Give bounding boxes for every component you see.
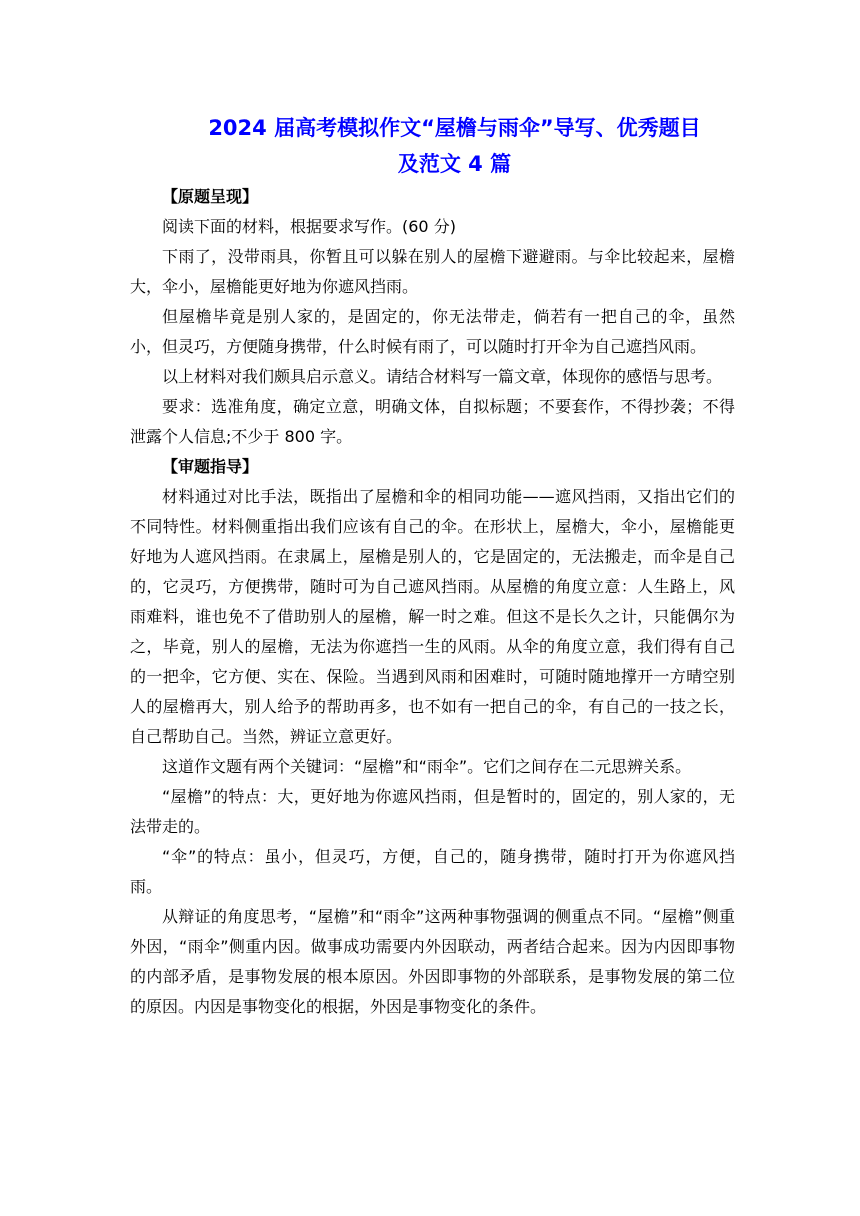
paragraph: “屋檐”的特点：大，更好地为你遮风挡雨，但是暂时的，固定的，别人家的，无法带走的。 bbox=[130, 787, 735, 836]
section-original-question bbox=[130, 182, 735, 452]
paragraph: 这道作文题有两个关键词：“屋檐”和“雨伞”。它们之间存在二元思辨关系。 bbox=[162, 757, 692, 776]
paragraph: 材料通过对比手法，既指出了屋檐和伞的相同功能——遮风挡雨，又指出它们的不同特性。材料侧重指出我们应该有自己的伞。在形状上，屋檐大，伞小，屋檐能更好地为人遮风挡雨。在隶属上，屋檐是别人的，它是固定的，无法搬走，而伞是自己的，它灵巧，方便携带，随时可为自己遮风挡雨。从屋檐的角度立意：人生路上，风雨难料，谁也免不了借助别人的屋檐，解一时之难。但这不是长久之计，只能偶尔为之，毕竟，别人的屋檐，无法为你遮挡一生的风雨。从伞的角度立意，我们得有自己的一把伞，它方便、实在、保险。当遇到风雨和困难时，可随时随地撑开一方晴空别人的屋檐再大，别人给予的帮助再多，也不如有一把自己的伞，有自己的一技之长，自己帮助自己。当然，辨证立意更好。 bbox=[130, 487, 735, 746]
paragraph: 要求：选准角度，确定立意，明确文体，自拟标题；不要套作，不得抄袭；不得泄露个人信息;不少于 800 字。 bbox=[130, 397, 735, 446]
section-heading: 【审题指导】 bbox=[162, 457, 259, 476]
title-line-2: 及范文 4 篇 bbox=[397, 152, 512, 176]
title-line-1: 2024 届高考模拟作文“屋檐与雨伞”导写、优秀题目 bbox=[208, 116, 701, 140]
document-page bbox=[130, 110, 735, 1022]
paragraph: 下雨了，没带雨具，你暂且可以躲在别人的屋檐下避避雨。与伞比较起来，屋檐大，伞小，屋檐能更好地为你遮风挡雨。 bbox=[130, 247, 735, 296]
document-title bbox=[130, 110, 735, 182]
paragraph: 但屋檐毕竟是别人家的，是固定的，你无法带走，倘若有一把自己的伞，虽然小，但灵巧，方便随身携带，什么时候有雨了，可以随时打开伞为自己遮挡风雨。 bbox=[130, 307, 735, 356]
paragraph: 从辩证的角度思考，“屋檐”和“雨伞”这两种事物强调的侧重点不同。“屋檐”侧重外因，“雨伞”侧重内因。做事成功需要内外因联动，两者结合起来。因为内因即事物的内部矛盾，是事物发展的根本原因。外因即事物的外部联系，是事物发展的第二位的原因。内因是事物变化的根据，外因是事物变化的条件。 bbox=[130, 907, 735, 1016]
section-heading: 【原题呈现】 bbox=[162, 187, 259, 206]
section-topic-guidance bbox=[130, 452, 735, 1022]
paragraph: 以上材料对我们颇具启示意义。请结合材料写一篇文章，体现你的感悟与思考。 bbox=[162, 367, 723, 386]
paragraph: 阅读下面的材料，根据要求写作。(60 分) bbox=[162, 217, 456, 236]
paragraph: “伞”的特点：虽小，但灵巧，方便，自己的，随身携带，随时打开为你遮风挡雨。 bbox=[130, 847, 735, 896]
